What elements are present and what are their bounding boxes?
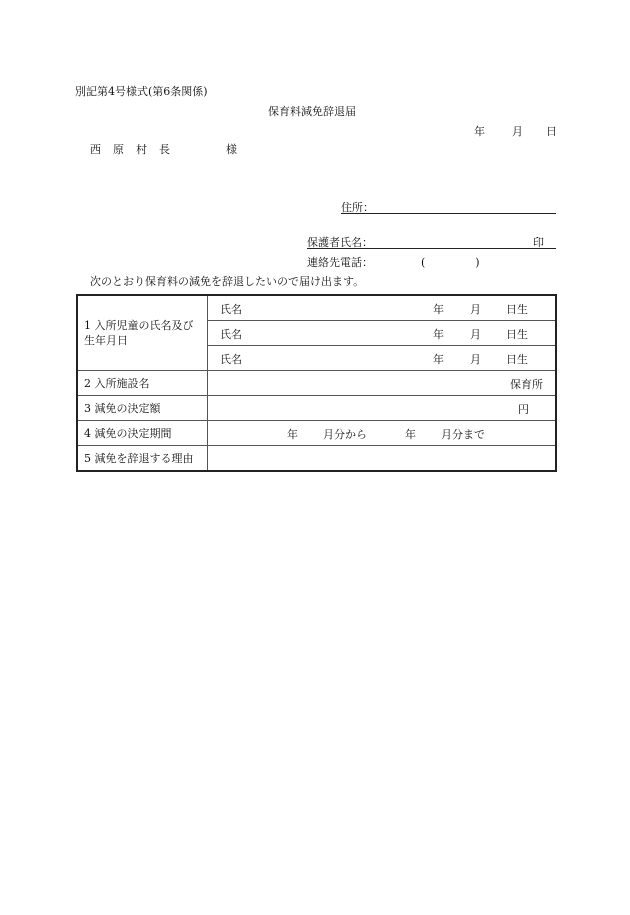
address-field[interactable]: [341, 199, 556, 214]
amount-field[interactable]: [208, 396, 557, 421]
form-reference: 別記第4号様式(第6条関係): [75, 85, 208, 98]
child-name-label: 氏名: [220, 353, 242, 366]
child-birth-day-label: 日生: [506, 353, 528, 366]
document-title: 保育料減免辞退届: [268, 105, 356, 118]
child-month-label: 月: [470, 303, 481, 316]
addressee-char: 西: [90, 143, 101, 156]
child-entry[interactable]: [208, 321, 557, 346]
table-row: [77, 446, 556, 472]
child-year-label: 年: [433, 328, 444, 341]
child-entry[interactable]: [208, 346, 557, 371]
date-year-label: 年: [474, 125, 485, 138]
seal-mark: 印: [533, 236, 544, 249]
date-day-label: 日: [546, 125, 557, 138]
child-birth-day-label: 日生: [506, 303, 528, 316]
address-label: 住所：: [341, 201, 374, 214]
period-from-label: 月分から: [323, 428, 367, 441]
addressee: [90, 141, 249, 157]
table-row: [77, 371, 556, 396]
row3-label: 3 減免の決定額: [77, 396, 208, 421]
yen-suffix: 円: [518, 403, 529, 416]
reason-field[interactable]: [208, 446, 557, 472]
row2-label: 2 入所施設名: [77, 371, 208, 396]
guardian-name-label: 保護者氏名：: [307, 236, 373, 249]
statement-text: 次のとおり保育料の減免を辞退したいので届け出ます。: [90, 275, 365, 288]
child-year-label: 年: [433, 353, 444, 366]
guardian-name-field[interactable]: [307, 234, 556, 249]
phone-paren-close: ): [475, 256, 480, 269]
period-year-from: 年: [287, 428, 298, 441]
child-birth-day-label: 日生: [506, 328, 528, 341]
row5-label: 5 減免を辞退する理由: [77, 446, 208, 472]
table-row: [77, 295, 556, 321]
child-entry[interactable]: [208, 295, 557, 321]
addressee-char: 村: [136, 143, 147, 156]
addressee-honorific: 様: [226, 143, 237, 156]
table-row: [77, 421, 556, 446]
facility-name-field[interactable]: [208, 371, 557, 396]
child-month-label: 月: [470, 328, 481, 341]
table-row: [77, 396, 556, 421]
form-table: [76, 294, 557, 472]
facility-suffix: 保育所: [510, 378, 543, 391]
date-month-label: 月: [512, 125, 523, 138]
phone-field[interactable]: [307, 254, 480, 270]
child-name-label: 氏名: [220, 328, 242, 341]
period-to-label: 月分まで: [441, 428, 485, 441]
child-year-label: 年: [433, 303, 444, 316]
period-field[interactable]: [208, 421, 557, 446]
phone-label: 連絡先電話：: [307, 256, 373, 269]
addressee-char: 原: [113, 143, 124, 156]
addressee-char: 長: [159, 143, 170, 156]
child-name-label: 氏名: [220, 303, 242, 316]
child-month-label: 月: [470, 353, 481, 366]
period-year-to: 年: [405, 428, 416, 441]
phone-paren-open: (: [421, 256, 426, 269]
row4-label: 4 減免の決定期間: [77, 421, 208, 446]
row1-label: 1 入所児童の氏名及び生年月日: [77, 295, 208, 371]
